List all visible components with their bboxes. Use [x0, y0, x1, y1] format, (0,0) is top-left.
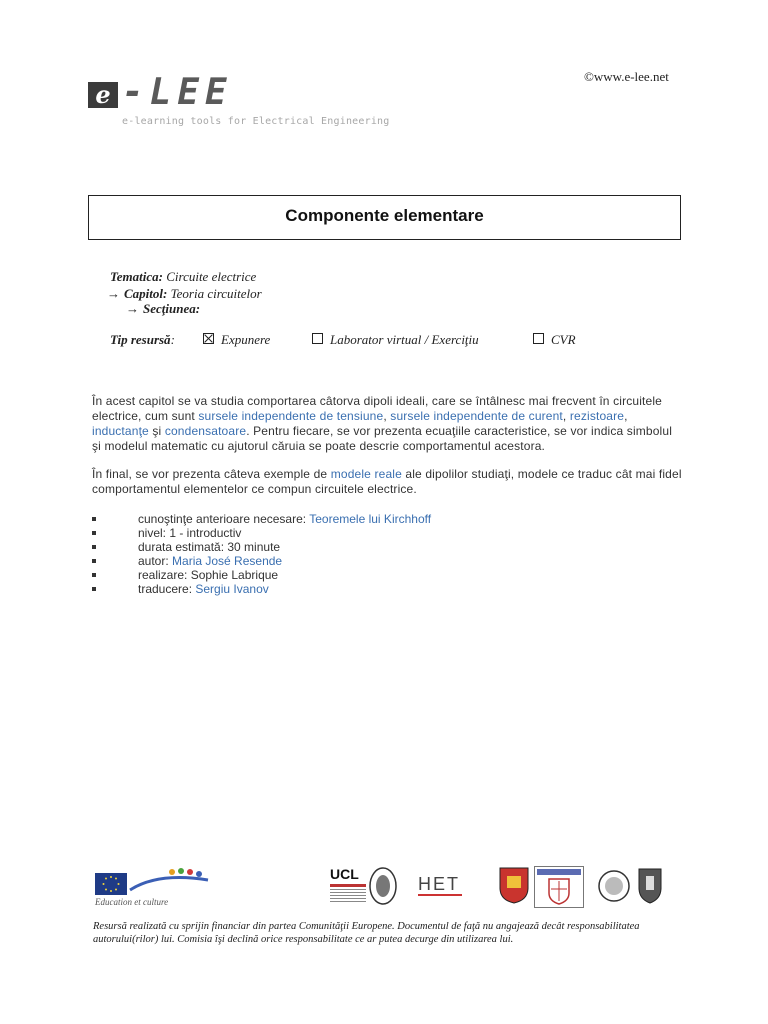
list-item-text: nivel: 1 - introductiv — [138, 526, 242, 540]
link-modele-reale[interactable]: modele reale — [330, 467, 402, 481]
list-item-text: traducere: — [138, 582, 196, 596]
link-translator[interactable]: Sergiu Ivanov — [195, 582, 269, 596]
sectiunea-label: Secţiunea: — [143, 301, 201, 316]
link-condensatoare[interactable]: condensatoare — [164, 424, 247, 438]
text-span: . Pentru fiecare, se vor prezenta ecuaţiile caracteristice, se vor indica simbolul şi modelul matematic cu ajutorul căruia se poate descrie comportamentul acestora. — [92, 424, 673, 453]
copyright-link[interactable]: ©www.e-lee.net — [584, 69, 669, 84]
link-inductante[interactable]: inductanţe — [92, 424, 149, 438]
link-kirchhoff[interactable]: Teoremele lui Kirchhoff — [309, 512, 432, 526]
eu-caption: Education et culture — [95, 897, 169, 907]
option-label: Expunere — [221, 332, 271, 347]
checkbox-icon[interactable] — [312, 333, 323, 344]
bullet-icon — [92, 587, 96, 591]
option-label: CVR — [551, 332, 576, 347]
eu-stars-icon — [95, 873, 127, 895]
page-title: Componente elementare — [285, 206, 484, 225]
checkbox-icon[interactable] — [533, 333, 544, 344]
tip-resursa-label: Tip resursă — [110, 332, 171, 347]
capitol-label: Capitol: — [124, 286, 168, 301]
arrow-icon: → — [107, 286, 120, 301]
crest-icon — [636, 866, 664, 906]
final-paragraph — [92, 467, 682, 497]
tip-resursa-colon: : — [170, 332, 175, 347]
checked-box-icon[interactable] — [203, 333, 214, 344]
option-laborator[interactable] — [312, 332, 479, 348]
capitol-row — [107, 286, 262, 302]
text-span: În acest capitol se va studia comportarea câtorva dipoli ideali, care se întâlnesc mai frecvent în circuitele electrice, cum sunt — [92, 394, 662, 423]
option-label: Laborator virtual / Exerciţiu — [330, 332, 479, 347]
capitol-value: Teoria circuitelor — [170, 286, 262, 301]
bullet-icon — [92, 545, 96, 549]
option-cvr[interactable] — [533, 332, 576, 348]
logo-e-mark: e — [88, 82, 118, 108]
title-box — [88, 195, 681, 240]
bullet-icon — [92, 517, 96, 521]
link-surse-tensiune[interactable]: sursele independente de tensiune — [198, 409, 384, 423]
bullet-icon — [92, 573, 96, 577]
het-label: HET — [418, 874, 460, 894]
tematica-value: Circuite electrice — [166, 269, 257, 284]
bullet-icon — [92, 531, 96, 535]
sectiunea-row — [126, 301, 200, 317]
round-seal-icon — [596, 866, 632, 906]
tematica-row — [110, 269, 256, 285]
logo-lee-text: -LEE — [122, 72, 233, 113]
logo-tagline: e-learning tools for Electrical Engineering — [122, 116, 390, 127]
text-span: , — [383, 409, 391, 423]
text-span: În final, se vor prezenta câteva exemple de — [92, 467, 331, 481]
link-author[interactable]: Maria José Resende — [172, 554, 283, 568]
list-item-text: durata estimată: 30 minute — [138, 540, 281, 554]
text-span: şi — [148, 424, 165, 438]
list-item-text: cunoştinţe anterioare necesare: — [138, 512, 310, 526]
shield-logo-icon — [498, 866, 530, 904]
eu-flag-logo — [95, 873, 127, 895]
ucl-logo — [330, 866, 366, 906]
link-surse-curent[interactable]: sursele independente de curent — [390, 409, 563, 423]
education-swoosh-logo — [128, 866, 212, 896]
text-span: , — [562, 409, 570, 423]
intro-paragraph — [92, 394, 682, 454]
list-item-text: autor: — [138, 554, 173, 568]
link-rezistoare[interactable]: rezistoare — [569, 409, 625, 423]
university-seal-icon — [368, 866, 398, 906]
funding-disclaimer: Resursă realizată cu sprijin financiar din partea Comunităţii Europene. Documentul de faţă nu angajează decât responsabilitatea autorului(rilor) lui. Comisia îşi declină orice responsabilitate ce ar putea decurge din utilizarea lui. — [93, 921, 640, 945]
option-expunere[interactable] — [203, 332, 270, 348]
ucl-label: UCL — [330, 866, 359, 882]
faculty-emblem-icon — [535, 867, 583, 907]
text-span: ale dipolilor studiaţi, modele ce traduc cât mai fidel comportamentul elementelor ce compun circuitele electrice. — [92, 467, 682, 496]
list-item-text: realizare: Sophie Labrique — [138, 568, 279, 582]
tematica-label: Tematica: — [110, 269, 163, 284]
het-logo — [418, 874, 468, 898]
faculty-logo — [534, 866, 584, 908]
bullet-icon — [92, 559, 96, 563]
tip-resursa-row — [110, 332, 175, 348]
arrow-icon: → — [126, 301, 139, 316]
text-span: , — [624, 409, 628, 423]
